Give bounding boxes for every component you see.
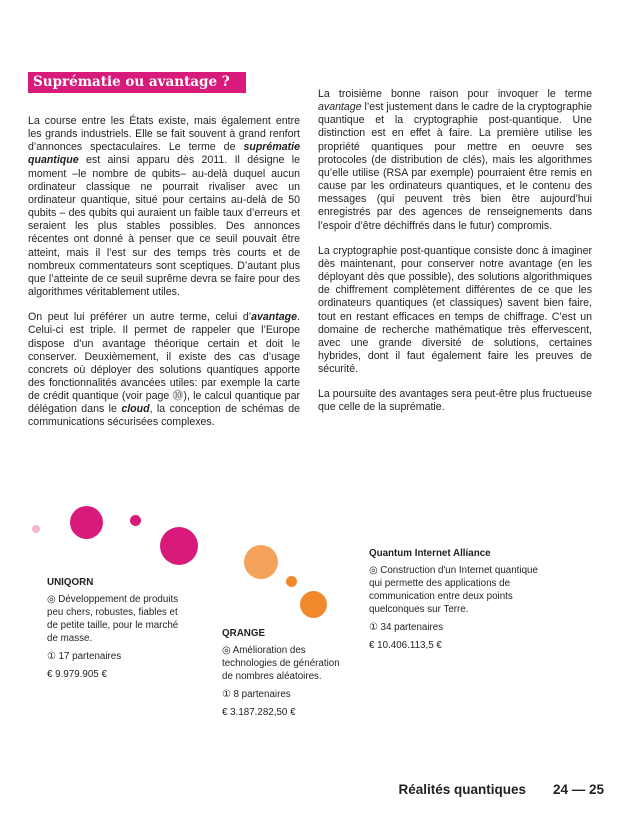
project-partners: ① 8 partenaires	[222, 689, 291, 700]
decor-dot-light-orange	[244, 545, 278, 579]
right-paragraph-2: La cryptographie post-quantique consiste donc à imaginer dès maintenant, pour conserver notre avantage (en les déployant dès que possible), des solutions algorithmiques de chiffrement complètement différentes de ce que les ordinateurs quantiques (et classiques) savent bien faire, tout en restant efficaces en temps de chiffrage. C’est un domaine de recherche mathématique très effervescent, avec une grande diversité de solutions, certaines hybrides, dont il faut également faire les preuves de sécurité.	[318, 244, 592, 376]
project-partners: ① 17 partenaires	[47, 651, 122, 662]
right-column	[318, 88, 592, 427]
project-budget: € 3.187.282,50 €	[222, 707, 296, 718]
project-partners: ① 34 partenaires	[369, 622, 444, 633]
project-name: UNIQORN	[47, 577, 94, 588]
project-uniqorn	[47, 576, 182, 681]
project-budget: € 9.979.905 €	[47, 669, 107, 680]
project-goal: ◎ Développement de produits peu chers, robustes, fiables et de petite taille, pour le marché de masse.	[47, 594, 179, 644]
project-goal: ◎ Amélioration des technologies de génération de nombres aléatoires.	[222, 645, 340, 682]
project-name: Quantum Internet Alliance	[369, 548, 491, 559]
section-title: Suprématie ou avantage ?	[33, 74, 230, 90]
project-budget: € 10.406.113,5 €	[369, 640, 442, 651]
decor-dot-large-magenta-1	[70, 506, 103, 539]
project-goal: ◎ Construction d'un Internet quantique qui permette des applications de communication entre deux points quelconques sur Terre.	[369, 565, 538, 615]
decor-dot-orange-small	[286, 576, 297, 587]
decor-dot-orange-medium	[300, 591, 327, 618]
decor-dot-large-magenta-2	[160, 527, 198, 565]
project-quantum-internet-alliance	[369, 547, 544, 652]
project-qrange	[222, 627, 342, 719]
decor-dot-tiny-magenta	[130, 515, 141, 526]
decor-dot-small-pink	[32, 525, 40, 533]
project-name: QRANGE	[222, 628, 266, 639]
right-paragraph-1: La troisième bonne raison pour invoquer le terme avantage l’est justement dans le cadre de la cryptographie quantique et la cryptographie post-quantique. Une distinction est en effet à faire. La première utilise les propriété quantiques pour mettre en oeuvre ses protocoles (de distribution de clés), mais les algorithmes qu’elle utilise (RSA par exemple) pourraient être remis en cause par les ordinateurs quantiques, et le contenu des messages (qui peuvent très bien être aujourd’hui enregistrés par des agences de renseignements dans l’espoir d’être déchiffrés dans le futur) compromis.	[318, 88, 592, 232]
section-title-box	[28, 72, 246, 93]
left-paragraph-1: La course entre les États existe, mais également entre les grands industriels. Elle se fait souvent à grand renfort d’annonces spectaculaires. Le terme de suprématie quantique est ainsi apparu dès 2011. Il désigne le moment –le nombre de qubits– au-delà duquel aucun ordinateur classique ne pourrait rivaliser avec un ordinateur quantique, situé pour certains au-delà de 50 qubits – des qubits qui auraient un faible taux d’erreurs et seraient les plus stables possibles. Des annonces récentes ont donné à penser que ce seuil pouvait être atteint, mais il l’est sur des temps très courts et de nombreux commentateurs sont sceptiques. D’autant plus que l’atteinte de ce seuil suprême devra se faire pour des algorithmes véritablement utiles.	[28, 115, 300, 299]
left-paragraph-2: On peut lui préférer un autre terme, celui d’avantage. Celui-ci est triple. Il permet de rappeler que l’Europe dispose d’un avantage théorique certain et doit le conserver. Deuxièmement, il existe des cas d’usage concrets où déployer des solutions quantiques apporte des fonctionnalités avancées utiles: par exemple la carte de crédit quantique (voir page ⓾), le calcul quantique par délégation dans le cloud, la conception de schémas de communications sécurisées complexes.	[28, 311, 300, 429]
right-paragraph-3: La poursuite des avantages sera peut-être plus fructueuse que celle de la suprématie.	[318, 388, 592, 414]
footer-page-numbers: 24 — 25	[552, 782, 604, 797]
footer-publication-title: Réalités quantiques	[398, 782, 526, 797]
left-column	[28, 115, 300, 442]
